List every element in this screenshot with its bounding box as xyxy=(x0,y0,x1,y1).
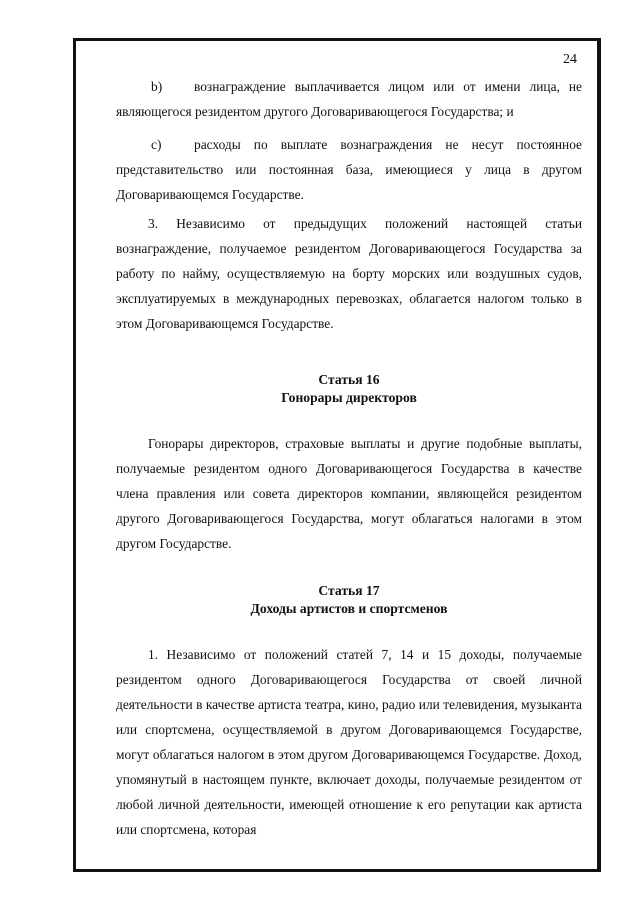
article-16-heading xyxy=(116,371,582,407)
article-16-text: Гонорары директоров, страховые выплаты и другие подобные выплаты, получаемые резидентом одного Договаривающегося Государства в качестве члена правления или совета директоров компании, являющейся резидентом другого Договаривающегося Государства, могут облагаться налогами в этом другом Государстве. xyxy=(116,436,582,551)
document-page xyxy=(73,38,601,872)
list-item-b xyxy=(116,74,582,124)
article-16-title: Гонорары директоров xyxy=(281,390,417,405)
page-number: 24 xyxy=(563,52,577,67)
list-marker-c: c) xyxy=(151,137,162,152)
article-17-number: Статья 17 xyxy=(318,583,380,598)
list-text-c: расходы по выплате вознаграждения не несут постоянное представительство или постоянная база, имеющиеся у лица в другом Договаривающемся Государстве. xyxy=(116,137,582,202)
list-marker-b: b) xyxy=(151,79,163,94)
article-17-text: 1. Независимо от положений статей 7, 14 и 15 доходы, получаемые резидентом одного Договаривающегося Государства от своей личной деятельности в качестве артиста театра, кино, радио или телевидения, музыканта или спортсмена, осуществляемой в другом Договаривающемся Государстве, могут облагаться налогом в этом другом Договаривающемся Государстве. Доход, упомянутый в настоящем пункте, включает доходы, получаемые резидентом от любой личной деятельности, имеющей отношение к его репутации как артиста или спортсмена, которая xyxy=(116,647,582,837)
article-17-heading xyxy=(116,582,582,618)
article-17-title: Доходы артистов и спортсменов xyxy=(250,601,448,616)
paragraph-3: 3. Независимо от предыдущих положений настоящей статьи вознаграждение, получаемое резидентом Договаривающегося Государства за работу по найму, осуществляемую на борту морских или воздушных судов, эксплуатируемых в международных перевозках, облагается налогом только в этом Договаривающемся Государстве. xyxy=(116,216,582,331)
article-16-number: Статья 16 xyxy=(318,372,380,387)
list-text-b: вознаграждение выплачивается лицом или от имени лица, не являющегося резидентом другого Договаривающегося Государства; и xyxy=(116,79,582,119)
page-body xyxy=(116,41,582,842)
list-item-c xyxy=(116,132,582,207)
